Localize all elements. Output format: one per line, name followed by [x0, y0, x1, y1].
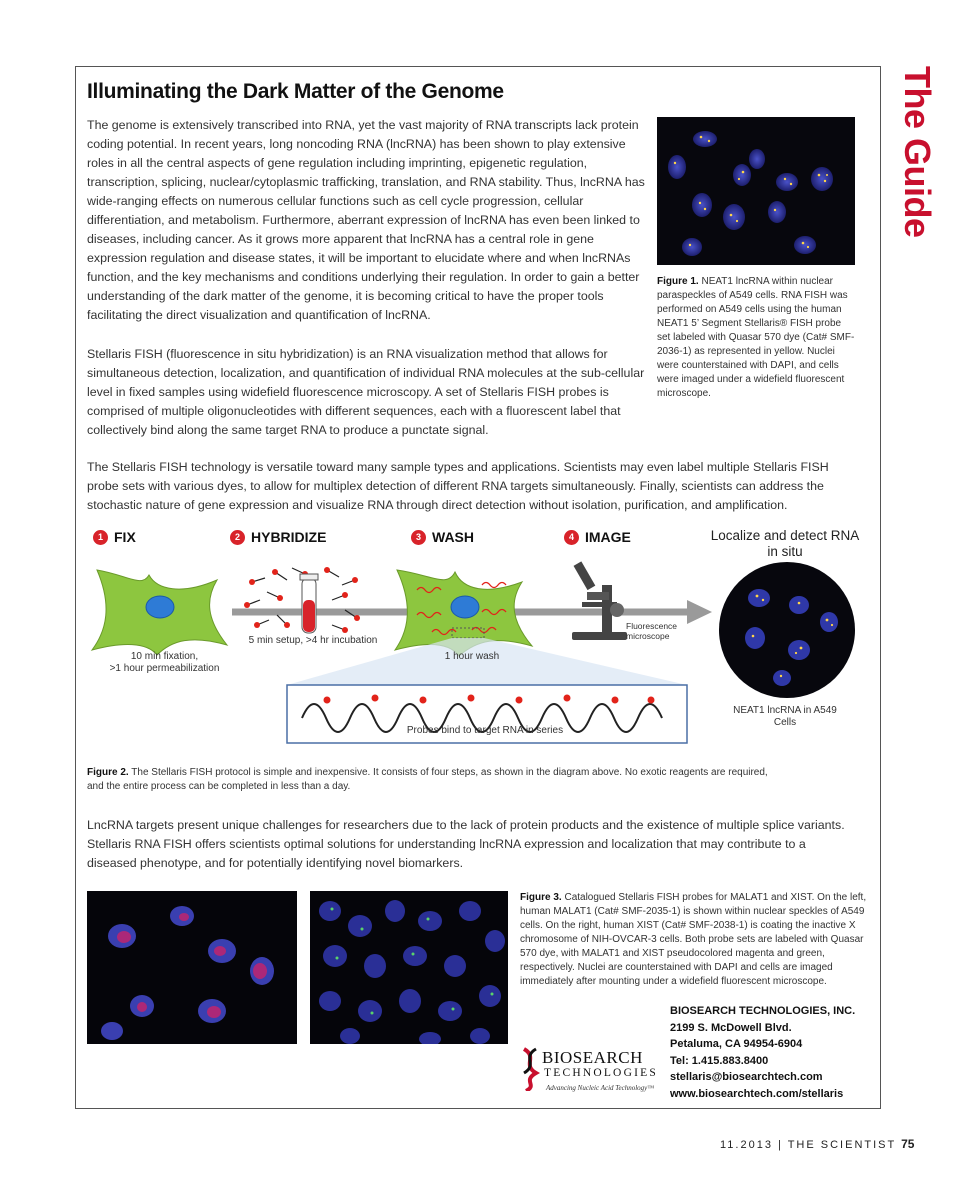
- step-fix-number: 1: [93, 530, 108, 545]
- step-wash-label: WASH: [432, 529, 474, 545]
- figure1-caption-text: NEAT1 lncRNA within nuclear paraspeckles of A549 cells. RNA FISH was performed on A549 cells using the human NEAT1 5’ Segment Stellaris® FISH probe set labeled with Quasar 570 dye (Cat# SMF-2036-1) as represented in yellow. Nuclei were counterstained with DAPI, and cells were imaged under a widefield fluorescent microscope.: [657, 276, 855, 399]
- address-line1: 2199 S. McDowell Blvd.: [670, 1021, 792, 1034]
- logo-wordmark: BIOSEARCH: [542, 1048, 643, 1067]
- figure3-malat1-image: [87, 891, 297, 1044]
- page-footer: [720, 1137, 914, 1151]
- paragraph-technology: The Stellaris FISH technology is versatile toward many sample types and applications. Scientists may even label multiple Stellaris FISH probe sets with various dyes, to allow for multiplex detection of different RNA targets simultaneously. Finally, scientists can address the stochastic nature of gene expression and visualize RNA through direct detection without isolation, purification, and amplification.: [87, 460, 829, 512]
- footer-issue: 11.2013 | THE SCIENTIST: [720, 1139, 902, 1151]
- step-hybridize-number: 2: [230, 530, 245, 545]
- figure3-caption-text: Catalogued Stellaris FISH probes for MALAT1 and XIST. On the left, human MALAT1 (Cat# SMF-2035-1) is shown within nuclear speckles of A549 cells. On the right, human XIST (Cat# SMF-2038-1) is coating the inactive X chromosome of NIH-OVCAR-3 cells. Both probe sets are labeled with Quasar 570 dye, with MALAT1 and XIST pseudocolored magenta and green, respectively. Nuclei are counterstained with DAPI and cells are imaged immediately after mounting under a widefield fluorescent microscope.: [520, 892, 867, 987]
- section-tab-label: The Guide: [897, 66, 938, 238]
- step-image-number: 4: [564, 530, 579, 545]
- dna-helix-icon: [520, 1047, 540, 1091]
- company-name: BIOSEARCH TECHNOLOGIES, INC.: [670, 1005, 856, 1017]
- step-wash: [411, 529, 474, 545]
- step-hybridize: [230, 529, 326, 545]
- step-image: [564, 529, 631, 545]
- logo-subtitle: TECHNOLOGIES: [544, 1067, 658, 1079]
- hybridize-note: 5 min setup, >4 hr incubation: [248, 635, 378, 646]
- figure1-caption: [657, 275, 857, 401]
- step-hybridize-label: HYBRIDIZE: [251, 529, 327, 545]
- website-link[interactable]: www.biosearchtech.com/stellaris: [670, 1087, 844, 1100]
- biosearch-logo: [520, 1045, 660, 1100]
- probes-note: Probes bind to target RNA in series: [406, 725, 564, 736]
- section-tab: [893, 66, 943, 236]
- phone: Tel: 1.415.883.8400: [670, 1054, 769, 1067]
- logo-tagline: Advancing Nucleic Acid Technology™: [546, 1084, 655, 1092]
- wash-note: 1 hour wash: [444, 651, 500, 662]
- step-wash-number: 3: [411, 530, 426, 545]
- neat1-caption: NEAT1 lncRNA in A549 Cells: [733, 705, 837, 728]
- figure2-label: Figure 2.: [87, 767, 129, 778]
- figure2-caption: [87, 766, 787, 794]
- paragraph-intro: The genome is extensively transcribed into RNA, yet the vast majority of RNA transcripts lack protein coding potential. In recent years, long noncoding RNA (lncRNA) has been shown to play extensive roles in all the central aspects of gene regulation including imprinting, epigenetic regulation, transcription, splicing, nuclear/cytoplasmic trafficking, translation, and RNA stability. Thus, lncRNA has wide-ranging effects on numerous cellular functions such as cell cycle progression, cellular differentiation, and metabolism. Furthermore, aberrant expression of lncRNA has even been linked to diseases, including cancer. As it grows more apparent that lncRNA has a central role in gene expression regulation and disease states, it will be important to elucidate where and when lncRNAs function, and the key mechanisms and conditions underlying their regulation. In order to gain a better understanding of the dark matter of the genome, it is becoming critical to have the proper tools facilitating the direct visualization and quantification of lncRNA.: [87, 118, 645, 322]
- paragraph-stellaris: Stellaris FISH (fluorescence in situ hybridization) is an RNA visualization method that allows for simultaneous detection, localization, and quantification of individual RNA molecules at the sub-cellular level in fixed samples using widefield fluorescence microscopy. A set of Stellaris FISH probes is comprised of multiple oligonucleotides with different sequences, each with a fluorescent label that collectively bind along the same target RNA to produce a punctate signal.: [87, 347, 645, 437]
- step-image-label: IMAGE: [585, 529, 631, 545]
- fix-note: 10 min fixation, >1 hour permeabilization: [109, 651, 220, 674]
- page-number: 75: [901, 1137, 915, 1151]
- address-line2: Petaluma, CA 94954-6904: [670, 1038, 803, 1050]
- figure3-caption: [520, 891, 870, 989]
- paragraph-lncrna-targets: LncRNA targets present unique challenges for researchers due to the lack of protein products and the existence of multiple splice variants. Stellaris RNA FISH offers scientists optimal solutions for understanding lncRNA expression and localization that may contribute to a diseased phenotype, and for potentially identifying novel biomarkers.: [87, 818, 845, 870]
- step-fix: [93, 529, 136, 545]
- figure3-xist-image: [310, 891, 508, 1044]
- localize-heading: Localize and detect RNA in situ: [710, 528, 860, 559]
- malat1-cells-image: [87, 891, 297, 1044]
- microscope-note: Fluorescence microscope: [626, 621, 678, 641]
- email-link[interactable]: stellaris@biosearchtech.com: [670, 1071, 823, 1083]
- article-title: Illuminating the Dark Matter of the Genome: [87, 80, 504, 103]
- step-fix-label: FIX: [114, 529, 136, 545]
- xist-cells-image: [310, 891, 508, 1044]
- contact-block: [670, 1003, 855, 1102]
- figure3-label: Figure 3.: [520, 892, 562, 903]
- figure2-caption-text: The Stellaris FISH protocol is simple and inexpensive. It consists of four steps, as shown in the diagram above. No exotic reagents are required, and the entire process can be completed in less than a day.: [87, 767, 768, 792]
- figure1-micrograph: [657, 117, 855, 265]
- neat1-cells-image: [657, 117, 855, 265]
- figure1-label: Figure 1.: [657, 276, 699, 287]
